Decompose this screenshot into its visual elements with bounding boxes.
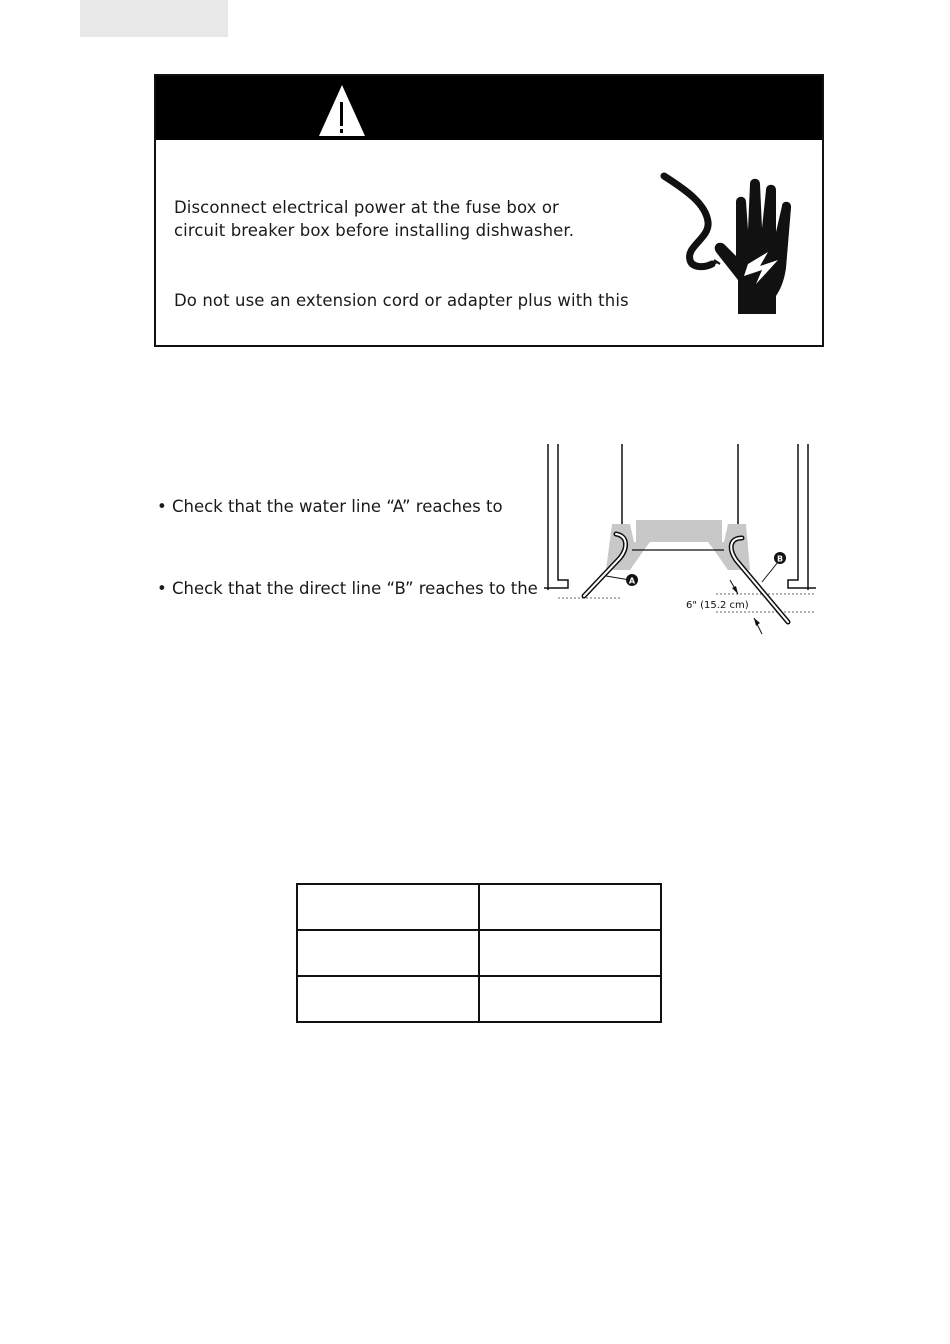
warning-paragraph-2: Do not use an extension cord or adapter plus with this [174,291,629,310]
instruction-bullet-drain-line: • Check that the direct line “B” reaches to the [157,579,538,598]
electric-shock-hand-icon [656,168,801,320]
table-cell [479,976,661,1022]
table-cell [297,930,479,976]
dimension-label: 6" (15.2 cm) [686,600,749,611]
warning-box [154,74,824,347]
callout-a-label: A [628,576,636,586]
installation-diagram [540,440,820,635]
warning-paragraph-1: Disconnect electrical power at the fuse box or circuit breaker box before installing dishwasher. [174,198,575,240]
spec-table [296,883,662,1023]
instruction-bullet-water-line: • Check that the water line “A” reaches to [157,497,503,516]
table-row [297,930,661,976]
table-cell [479,884,661,930]
table-cell [479,930,661,976]
table-row [297,884,661,930]
warning-header [156,76,822,140]
callout-b-label: B [776,554,784,564]
table-row [297,976,661,1022]
page-tab-marker [80,0,228,37]
warning-triangle-icon [316,82,368,138]
table-cell [297,884,479,930]
table-cell [297,976,479,1022]
